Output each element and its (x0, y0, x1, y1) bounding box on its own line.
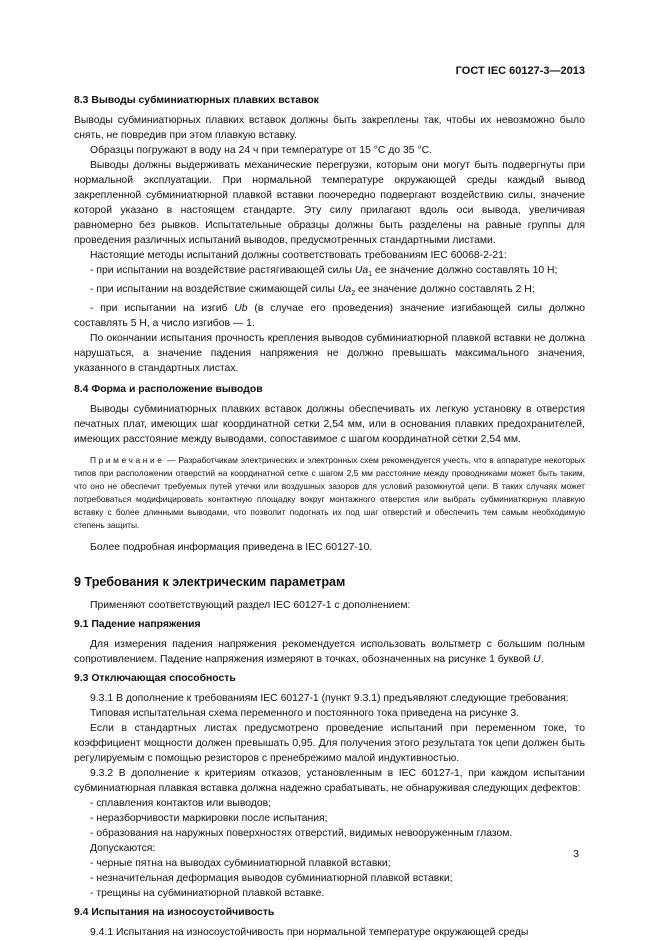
s931-paragraph-2: Типовая испытательная схема переменного и постоянного тока приведена на рисунке 3. (90, 708, 520, 720)
s84-paragraph-1: Выводы субминиатюрных плавких вставок должны обеспечивать их легкую установку в отверстия печатных плат, имеющих шаг координатной сетки 2,54 мм, или в основания плавких предохранителей, имеющих расстояние между выводами, сопоставимое с шагом координатной сетки 2,54 мм. (74, 404, 585, 446)
s9-intro: Применяют соответствующий раздел IEC 60127-1 с дополнением: (90, 600, 411, 612)
allowed-item-3: - трещины на субминиатюрной плавкой вставке. (90, 888, 325, 900)
defect-item-3: - образования на наружных поверхностях отверстий, видимых невооруженным глазом. (90, 828, 513, 840)
document-body (74, 93, 585, 940)
s91-paragraph: Для измерения падения напряжения рекомендуется использовать вольтметр с большим полным сопротивлением. Падение напряжения измеряют в точках, обозначенных на рисунке 1 буквой U. (74, 639, 585, 666)
s931-paragraph-3: Если в стандартных листах предусмотрено проведение испытаний при переменном токе, то коэффициент мощности должен превышать 0,95. Для получения этого результата ток цепи должен быть регулируемым с помощью резисторов с пренебрежимо малой индуктивностью. (74, 723, 585, 765)
s83-paragraph-4: Настоящие методы испытаний должны соответствовать требованиям IEC 60068-2-21: (90, 250, 507, 261)
s941-paragraph: 9.4.1 Испытания на износоустойчивость при нормальной температуре окружающей среды (90, 927, 529, 939)
s83-paragraph-3: Выводы должны выдерживать механические перегрузки, которым они могут быть подвергнуты при нормальной эксплуатации. При нормальной температуре окружающей среды каждый вывод закрепленной субминиатюрной плавкой вставки поочередно подвергают воздействию силы, значение которой указано в настоящем стандарте. Эту силу прилагают вдоль оси вывода, увеличивая равномерно без рывков. Испытательные образцы должны быть разделены на равные группы для проведения различных испытаний выводов, предусмотренных стандартными листами. (74, 160, 585, 246)
s83-paragraph-5: По окончании испытания прочность крепления выводов субминиатюрной плавкой вставки не должна нарушаться, а значение падения напряжения не должно превышать максимального значения, указанного в стандартных листах. (74, 333, 585, 375)
defect-item-1: - сплавления контактов или выводов; (90, 798, 272, 810)
section-8-3-title: 8.3 Выводы субминиатюрных плавких вставок (74, 95, 319, 106)
s931-paragraph-1: 9.3.1 В дополнение к требованиям IEC 60127-1 (пункт 9.3.1) предъявляют следующие требования: (90, 693, 569, 705)
section-9-4-title: 9.4 Испытания на износоустойчивость (74, 907, 275, 919)
section-8-4-title: 8.4 Форма и расположение выводов (74, 384, 263, 396)
section-9-title: 9 Требования к электрическим параметрам (74, 575, 346, 590)
s83-paragraph-2: Образцы погружают в воду на 24 ч при температуре от 15 °С до 35 °С. (90, 145, 433, 156)
s83-list-item-3: - при испытании на изгиб Ub (в случае его проведения) значение изгибающей силы должно составлять 5 Н, а число изгибов — 1. (74, 303, 585, 330)
defect-item-2: - неразборчивости маркировки после испытания; (90, 813, 328, 825)
section-9-3-title: 9.3 Отключающая способность (74, 673, 236, 685)
section-9-1-title: 9.1 Падение напряжения (74, 619, 201, 631)
s84-note: Примечание — Разработчикам электрических и электронных схем рекомендуется учесть, что в аппаратуре некоторых типов при расположении отверстий на координатной сетке с шагом 2,5 мм расстояние между проводниками может быть таким, что оно не обеспечит требуемых путей утечки или воздушных зазоров для условий разомкнутой цепи. В таких случаях может потребоваться модифицировать контактную площадку вокруг монтажного отверстия или выбрать субминиатюрную плавкую вставку с более длинными выводами, что позволит подогнать их под шаг отверстий и обеспечить тем самым необходимую степень защиты. (74, 455, 585, 531)
page-number: 3 (573, 848, 579, 860)
allowed-label: Допускаются: (90, 843, 156, 855)
s932-paragraph: 9.3.2 В дополнение к критериям отказов, установленным в IEC 60127-1, при каждом испытании субминиатюрная плавкая вставка должна надежно срабатывать, не обнаруживая следующих дефектов: (74, 768, 585, 795)
standard-header: ГОСТ IEC 60127-3—2013 (455, 65, 585, 77)
s83-list-item-2: - при испытании на воздействие сжимающей силы $Ua_2$ ее значение должно составлять 2 Н; (90, 284, 535, 298)
s83-paragraph-1: Выводы субминиатюрных плавких вставок должны быть закреплены так, чтобы их невозможно было снять, не повредив при этом плавкую вставку. (74, 115, 585, 141)
s84-paragraph-2: Более подробная информация приведена в IEC 60127-10. (90, 542, 373, 554)
allowed-item-2: - незначительная деформация выводов субминиатюрной плавкой вставки; (90, 873, 453, 885)
allowed-item-1: - черные пятна на выводах субминиатюрной плавкой вставки; (90, 858, 391, 870)
s83-list-item-1: - при испытании на воздействие растягивающей силы $Ua_1$ ее значение должно составлять 10 Н; (90, 265, 558, 279)
